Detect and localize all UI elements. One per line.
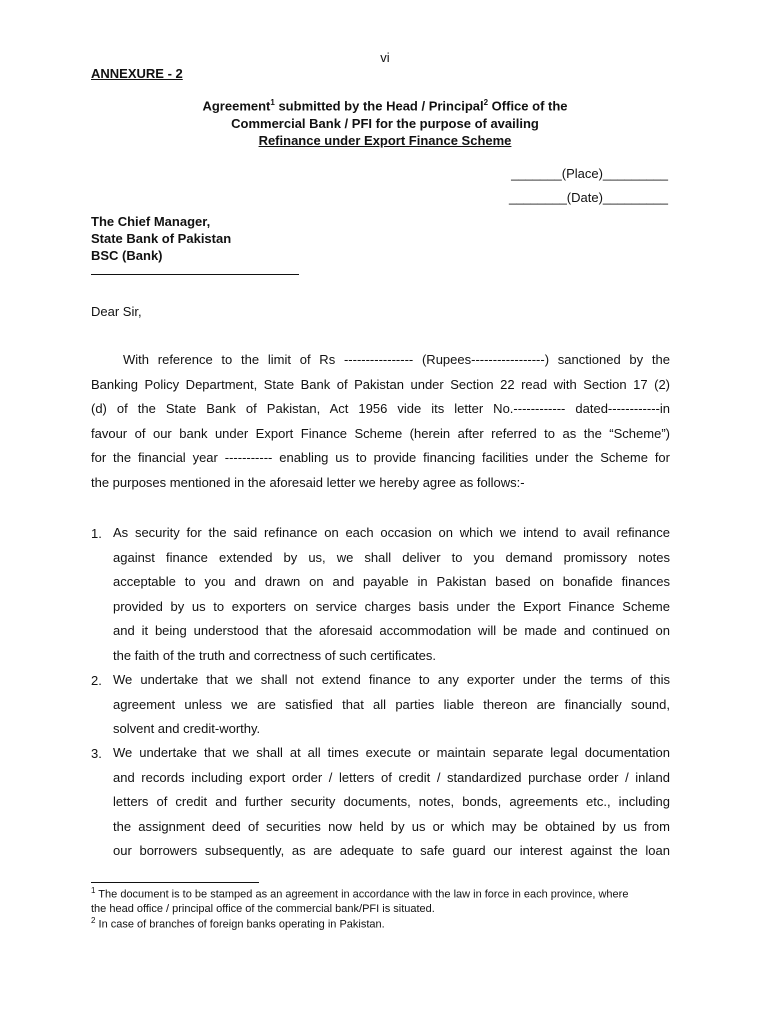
footnote-ref-1: 1 <box>270 98 275 107</box>
title-text-a: Agreement <box>202 98 271 114</box>
addressee-line-3: BSC (Bank) <box>91 248 163 263</box>
footnote-mark-2: 2 <box>91 916 96 925</box>
item-line: solvent and credit-worthy. <box>113 721 261 737</box>
footnote-1-line-2: the head office / principal office of the commercial bank/PFI is situated. <box>91 903 435 915</box>
addressee-line-2: State Bank of Pakistan <box>91 231 232 246</box>
item-line: As security for the said refinance on each occasion on which we intend to avail refinance <box>113 525 670 540</box>
title-line-2: Commercial Bank / PFI for the purpose of availing <box>231 116 539 131</box>
item-line: We undertake that we shall not extend finance to any exporter under the terms of this <box>113 672 670 687</box>
intro-paragraph <box>91 348 670 496</box>
list-item-2 <box>113 668 670 742</box>
item-number-2: 2. <box>91 673 102 688</box>
item-line: and it being understood that the aforesaid accommodation will be made and continued on <box>113 623 670 639</box>
salutation: Dear Sir, <box>91 304 142 319</box>
footnote-1-text: The document is to be stamped as an agreement in accordance with the law in force in each province, where <box>95 888 629 901</box>
addressee-line-1: The Chief Manager, <box>91 214 211 229</box>
item-line: letters of credit and further security documents, notes, bonds, agreements etc., including <box>113 794 670 810</box>
intro-line: favour of our bank under Export Finance Scheme (herein after referred to as the “Scheme”) <box>91 425 670 441</box>
title-text-b: submitted by the Head / Principal <box>274 98 484 114</box>
intro-line: for the financial year ----------- enabling us to provide financing facilities under the Scheme for <box>91 450 670 466</box>
annexure-heading: ANNEXURE - 2 <box>91 66 183 81</box>
item-line: agreement unless we are satisfied that all parties liable thereon are financially sound, <box>113 696 670 712</box>
item-line: the assignment deed of securities now held by us or which may be obtained by us from <box>113 818 670 834</box>
page-number: vi <box>380 50 390 65</box>
footnote-2-text: In case of branches of foreign banks operating in Pakistan. <box>95 918 385 931</box>
item-line: acceptable to you and drawn on and payable in Pakistan based on bonafide finances <box>113 574 670 590</box>
place-field: _______(Place)_________ <box>511 166 668 181</box>
list-item-1 <box>113 521 670 669</box>
footnote-1-line-1 <box>91 886 628 901</box>
item-line: against finance extended by us, we shall deliver to you demand promissory notes <box>113 549 670 565</box>
item-number-3: 3. <box>91 746 102 761</box>
intro-line: (d) of the State Bank of Pakistan, Act 1956 vide its letter No.------------ dated------------in <box>91 401 670 417</box>
footnote-ref-2: 2 <box>483 98 489 107</box>
title-line-3-text: Refinance under Export Finance Scheme <box>258 133 512 148</box>
item-line: provided by us to exporters on service charges basis under the Export Finance Scheme <box>113 598 670 614</box>
intro-line: Banking Policy Department, State Bank of Pakistan under Section 22 read with Section 17 (2) <box>91 376 670 392</box>
title-line-1 <box>0 98 770 113</box>
item-number-1: 1. <box>91 526 102 541</box>
item-line: the faith of the truth and correctness of such certificates. <box>113 647 437 663</box>
address-divider <box>91 274 299 275</box>
title-line-3 <box>0 133 770 148</box>
item-line: and records including export order / letters of credit / standardized purchase order / inland <box>113 769 670 785</box>
intro-line: With reference to the limit of Rs ---------------- (Rupees-----------------) sanctioned by the <box>123 352 670 367</box>
date-field: ________(Date)_________ <box>508 190 668 205</box>
item-line: We undertake that we shall at all times execute or maintain separate legal documentation <box>113 745 670 760</box>
footnote-mark-1: 1 <box>91 886 96 895</box>
list-item-3 <box>113 741 670 864</box>
intro-line: the purposes mentioned in the aforesaid letter we hereby agree as follows:- <box>91 474 525 490</box>
title-text-c: Office of the <box>488 98 568 114</box>
footnote-2 <box>91 916 385 931</box>
item-line: our borrowers subsequently, as are adequate to safe guard our interest against the loan <box>113 843 670 859</box>
footnote-divider <box>91 882 259 883</box>
